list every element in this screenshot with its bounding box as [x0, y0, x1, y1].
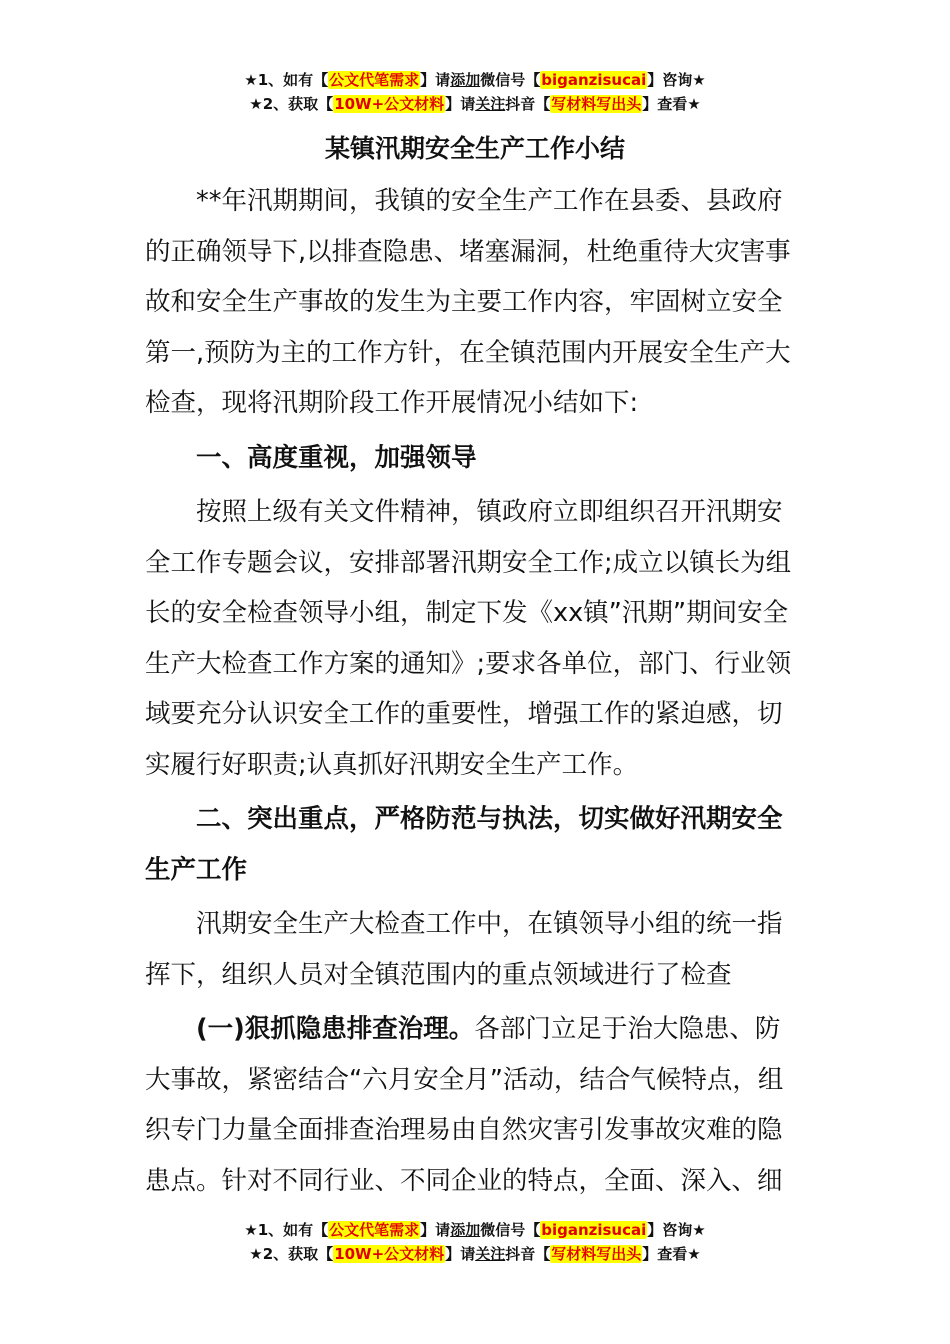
document-title: 某镇汛期安全生产工作小结: [324, 134, 625, 163]
banner-underline-text: 关注: [475, 1245, 506, 1263]
paragraph-hazard: [145, 1004, 805, 1206]
highlight-douyin: 写材料写出头: [551, 1245, 642, 1263]
banner-line-1: [0, 68, 950, 92]
banner-text: 】查看★: [642, 95, 701, 113]
highlight-service: 公文代笔需求: [329, 71, 420, 89]
banner-text: 微信号【: [480, 1221, 541, 1239]
banner-line-2: [0, 1242, 950, 1266]
section-heading-2: 二、突出重点，严格防范与执法，切实做好汛期安全生产工作: [145, 804, 783, 885]
banner-text: 】请: [420, 1221, 451, 1239]
highlight-service: 公文代笔需求: [329, 1221, 420, 1239]
banner-text: 】咨询★: [647, 71, 706, 89]
subheading-hazard: (一)狠抓隐患排查治理。: [196, 1014, 475, 1044]
highlight-douyin: 写材料写出头: [551, 95, 642, 113]
banner-underline-text: 添加: [450, 71, 481, 89]
banner-underline-text: 关注: [475, 95, 506, 113]
banner-line-2: [0, 92, 950, 116]
highlight-materials: 10W+公文材料: [334, 1245, 445, 1263]
banner-text: 微信号【: [480, 71, 541, 89]
paragraph-intro: **年汛期期间，我镇的安全生产工作在县委、县政府的正确领导下,以排查隐患、堵塞漏洞，杜绝重待大灾害事故和安全生产事故的发生为主要工作内容，牢固树立安全第一,预防为主的工作方针，在全镇范围内开展安全生产大检查，现将汛期阶段工作开展情况小结如下:: [145, 186, 791, 418]
footer-banner: [0, 1218, 950, 1266]
banner-text: 抖音【: [505, 1245, 551, 1263]
paragraph-leadership: 按照上级有关文件精神，镇政府立即组织召开汛期安全工作专题会议，安排部署汛期安全工作;成立以镇长为组长的安全检查领导小组，制定下发《xx镇”汛期”期间安全生产大检查工作方案的通知》;要求各单位，部门、行业领域要充分认识安全工作的重要性，增强工作的紧迫感，切实履行好职责;认真抓好汛期安全生产工作。: [145, 497, 792, 780]
banner-text: 】请: [445, 1245, 476, 1263]
banner-text: 】请: [445, 95, 476, 113]
paragraph-hazard-text: 各部门立足于治大隐患、防大事故，紧密结合“六月安全月”活动，结合气候特点，组织专门力量全面排查治理易由自然灾害引发事故灾难的隐患点。针对不同行业、不同企业的特点，全面、深入、细: [145, 1014, 784, 1196]
paragraph-inspection: 汛期安全生产大检查工作中，在镇领导小组的统一指挥下，组织人员对全镇范围内的重点领域进行了检查: [145, 909, 783, 990]
highlight-wechat-id: biganzisucai: [541, 71, 647, 89]
banner-text: 】请: [420, 71, 451, 89]
banner-text: ★1、如有【: [244, 1221, 329, 1239]
banner-underline-text: 添加: [450, 1221, 481, 1239]
banner-text: 】查看★: [642, 1245, 701, 1263]
highlight-materials: 10W+公文材料: [334, 95, 445, 113]
section-heading-1: 一、高度重视，加强领导: [196, 442, 477, 473]
banner-text: ★1、如有【: [244, 71, 329, 89]
document-body: [145, 176, 805, 1206]
header-banner: [0, 68, 950, 116]
banner-line-1: [0, 1218, 950, 1242]
banner-text: ★2、获取【: [249, 1245, 334, 1263]
banner-text: 抖音【: [505, 95, 551, 113]
highlight-wechat-id: biganzisucai: [541, 1221, 647, 1239]
banner-text: 】咨询★: [647, 1221, 706, 1239]
banner-text: ★2、获取【: [249, 95, 334, 113]
